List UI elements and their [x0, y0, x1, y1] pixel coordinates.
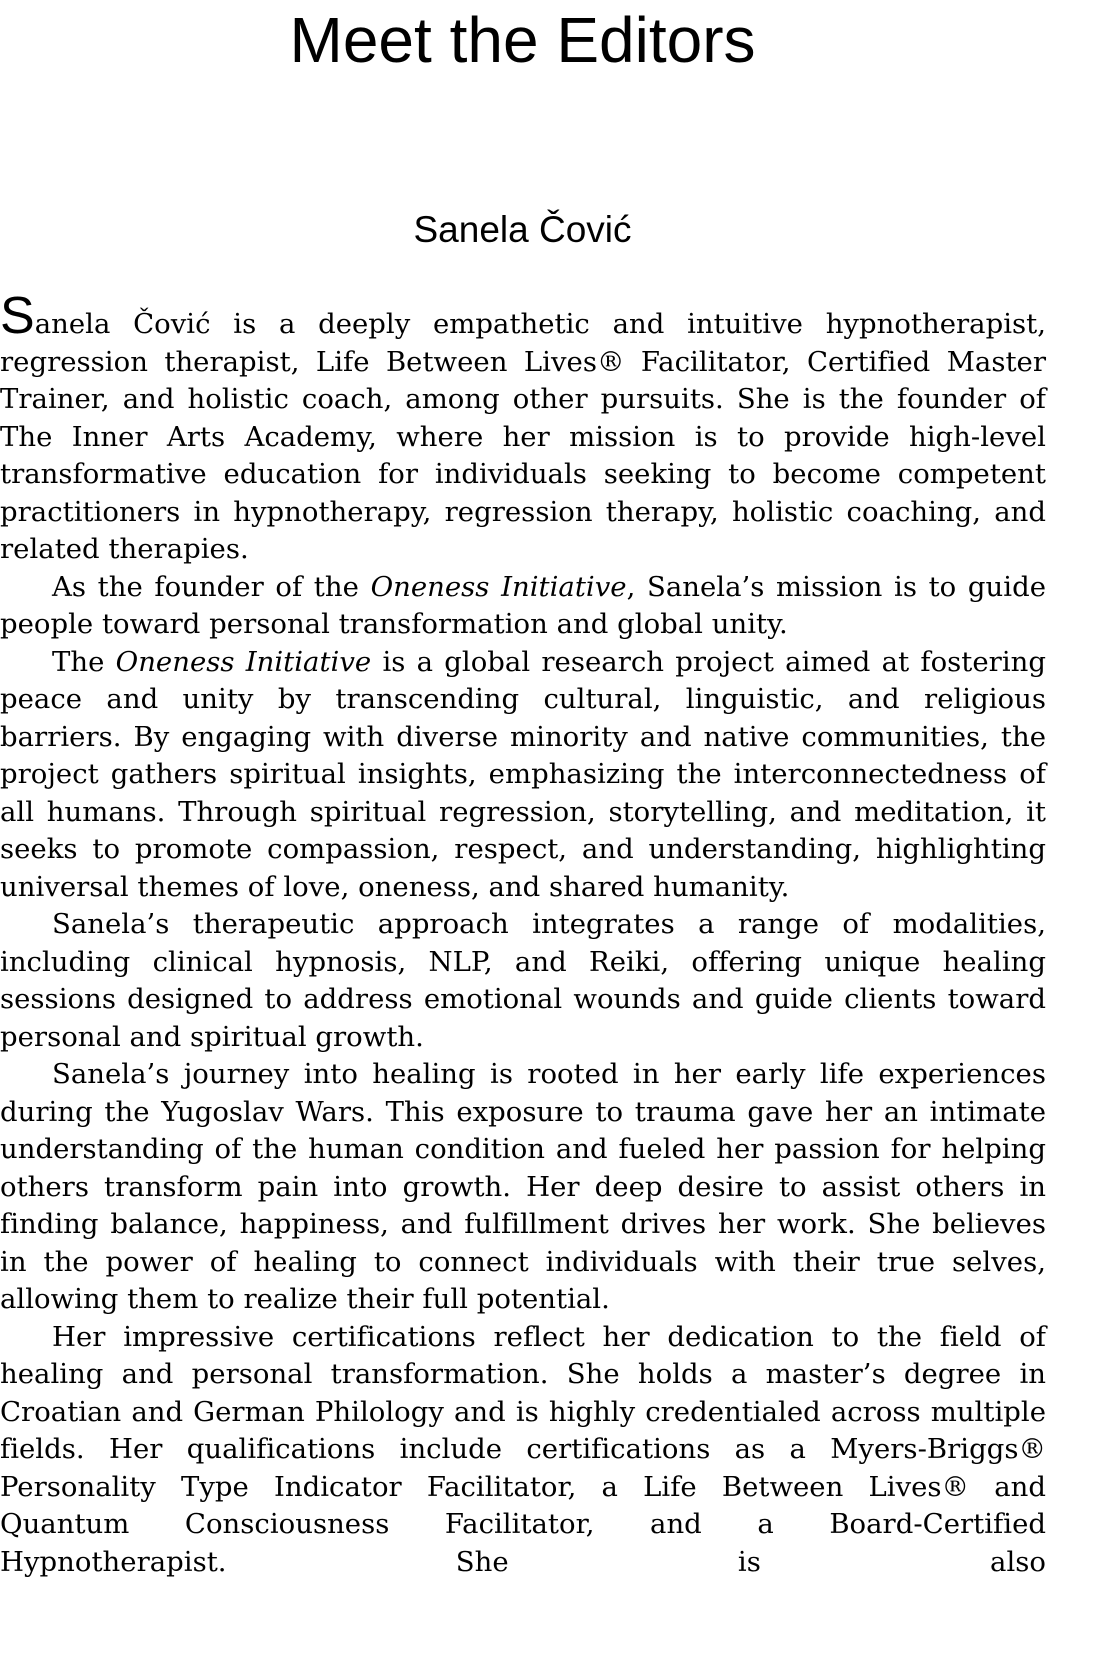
oneness-initiative-title: Oneness Initiative	[115, 645, 372, 678]
bio-paragraph-4: Sanela’s therapeutic approach integrates a range of modalities, including clinical hypnosis, NLP, and Reiki, offering unique healing sessions designed to address emotional wounds and guide clients toward personal and spiritual growth.	[0, 908, 1046, 1053]
bio-paragraph-2	[0, 569, 1046, 644]
page-title: Meet the Editors	[289, 4, 756, 76]
bio-paragraph-3-lead: The	[52, 645, 116, 678]
bio-paragraph-2-text: , Sanela’s mission is to guide people toward personal transformation and global unity.	[0, 570, 1046, 640]
bio-paragraph-5: Sanela’s journey into healing is rooted in her early life experiences during the Yugoslav Wars. This exposure to trauma gave her an intimate understanding of the human condition and fueled her passion for helping others transform pain into growth. Her deep desire to assist others in finding balance, happiness, and fulfillment drives her work. She believes in the power of healing to connect individuals with their true selves, allowing them to realize their full potential.	[0, 1058, 1046, 1315]
bio-paragraph-3	[0, 644, 1046, 907]
bio-paragraph-2-lead: As the founder of the	[52, 570, 371, 603]
drop-cap: S	[0, 287, 35, 345]
bio-paragraph-1-text: anela Čović is a deeply empathetic and intuitive hypnotherapist, regression therapist, Life Between Lives® Facilitator, Certified Master Trainer, and holistic coach, among other pursuits. She is the founder of The Inner Arts Academy, where her mission is to provide high-level transformative education for individuals seeking to become competent practitioners in hypnotherapy, regression therapy, holistic coaching, and related therapies.	[0, 308, 1046, 565]
bio-paragraph-3-text: is a global research project aimed at fostering peace and unity by transcending cultural, linguistic, and religious barriers. By engaging with diverse minority and native communities, the project gathers spiritual insights, emphasizing the interconnectedness of all humans. Through spiritual regression, storytelling, and meditation, it seeks to promote compassion, respect, and understanding, highlighting universal themes of love, oneness, and shared humanity.	[0, 645, 1046, 903]
bio-paragraph-6: Her impressive certifications reflect her dedication to the field of healing and personal transformation. She holds a master’s degree in Croatian and German Philology and is highly credentialed across multiple fields. Her qualifications include certifications as a Myers-Briggs® Personality Type Indicator Facilitator, a Life Between Lives® and Quantum Consciousness Facilitator, and a Board-Certified Hypnotherapist. She is also	[0, 1320, 1046, 1578]
editor-biography	[0, 287, 1046, 1581]
editor-name-heading: Sanela Čović	[413, 209, 632, 250]
bio-paragraph-1	[0, 287, 1046, 569]
oneness-initiative-title: Oneness Initiative	[370, 570, 627, 603]
